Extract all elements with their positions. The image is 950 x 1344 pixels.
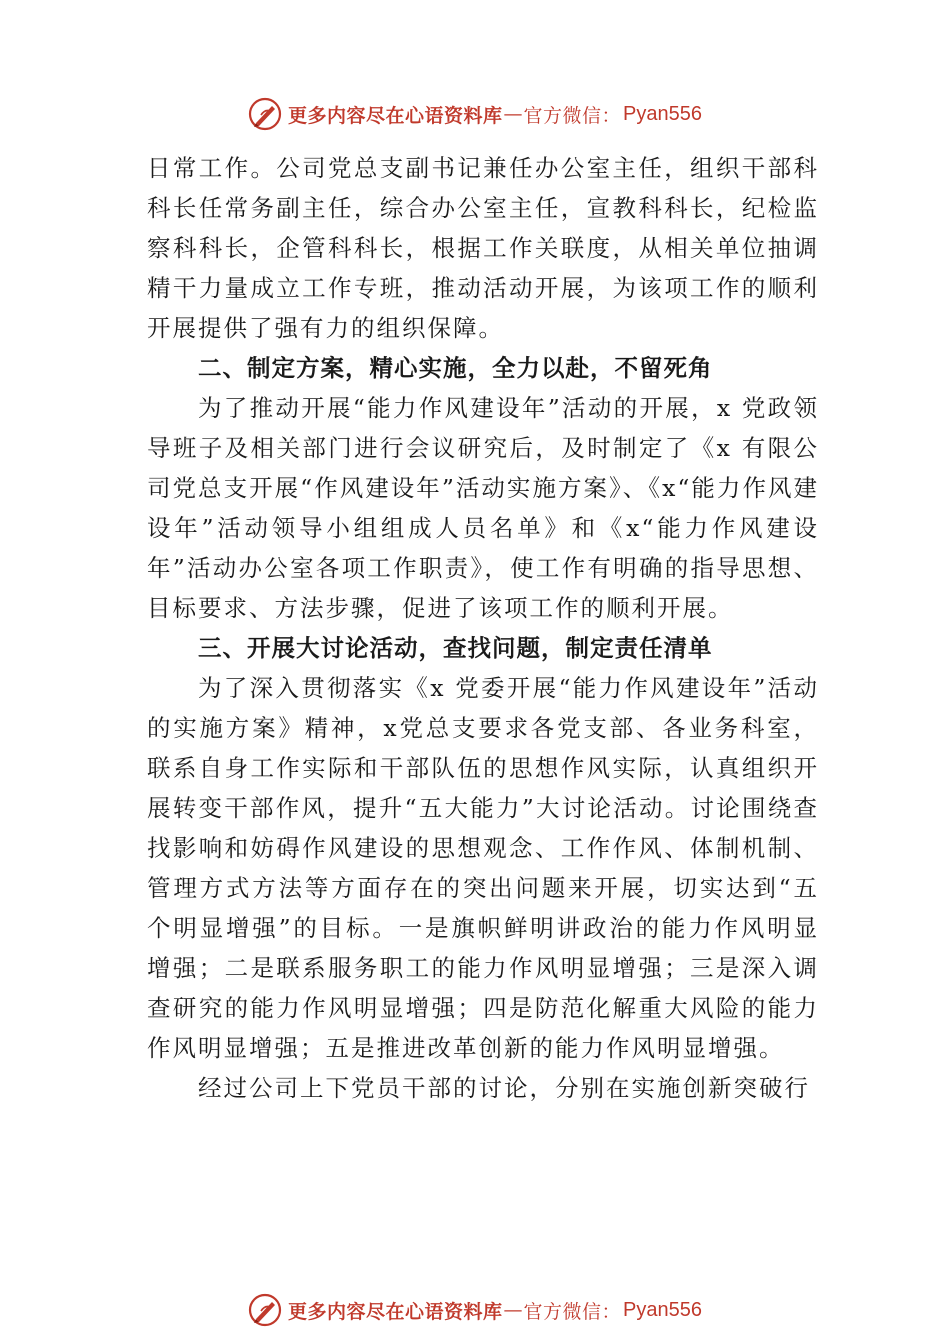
banner-title: 更多内容尽在心语资料库 <box>288 1300 503 1323</box>
paragraph-3: 为了深入贯彻落实《x 党委开展“能力作风建设年”活动的实施方案》精神，x党总支要求各党支部、各业务科室，联系自身工作实际和干部队伍的思想作风实际，认真组织开展转变干部作风，提升“五大能力”大讨论活动。讨论围绕查找影响和妨碍作风建设的思想观念、工作作风、体制机制、管理方式方法等方面存在的突出问题来开展，切实达到“五个明显增强”的目标。一是旗帜鲜明讲政治的能力作风明显增强；二是联系服务职工的能力作风明显增强；三是深入调查研究的能力作风明显增强；四是防范化解重大风险的能力作风明显增强；五是推进改革创新的能力作风明显增强。 <box>147 674 819 1062</box>
paragraph-1: 日常工作。公司党总支副书记兼任办公室主任，组织干部科科长任常务副主任，综合办公室主任，宣教科科长，纪检监察科科长，企管科科长，根据工作关联度，从相关单位抽调精干力量成立工作专班，推动活动开展，为该项工作的顺利开展提供了强有力的组织保障。 <box>147 154 819 342</box>
footer-banner <box>0 1290 950 1330</box>
banner-wechat-label: 官方微信： <box>523 1300 622 1323</box>
header-banner <box>0 94 950 134</box>
paragraph-4: 经过公司上下党员干部的讨论，分别在实施创新突破行 <box>198 1074 810 1102</box>
banner-wechat-id: Pyan556 <box>623 1298 702 1321</box>
document-body <box>147 148 819 1108</box>
banner-title: 更多内容尽在心语资料库 <box>288 104 503 127</box>
banner-wechat-label: 官方微信： <box>523 104 622 127</box>
section-heading-2: 二、制定方案，精心实施，全力以赴，不留死角 <box>198 354 713 382</box>
section-heading-3: 三、开展大讨论活动，查找问题，制定责任清单 <box>198 634 713 662</box>
banner-dash: — <box>503 1299 523 1321</box>
logo-pen-icon <box>248 97 282 131</box>
paragraph-2: 为了推动开展“能力作风建设年”活动的开展，x 党政领导班子及相关部门进行会议研究后，及时制定了《x 有限公司党总支开展“作风建设年”活动实施方案》、《x“能力作风建设年”活动领导小组组成人员名单》和《x“能力作风建设年”活动办公室各项工作职责》，使工作有明确的指导思想、目标要求、方法步骤，促进了该项工作的顺利开展。 <box>147 394 819 622</box>
logo-pen-icon <box>248 1293 282 1327</box>
banner-dash: — <box>503 103 523 125</box>
banner-wechat-id: Pyan556 <box>623 102 702 125</box>
